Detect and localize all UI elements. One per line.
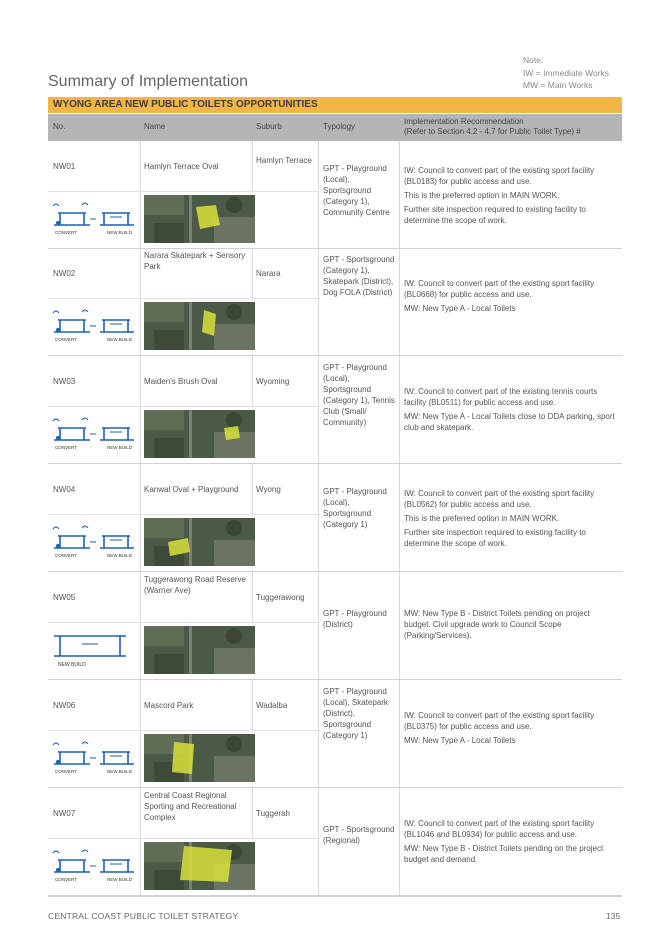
- column-divider: [252, 464, 253, 514]
- recommendation-line: IW: Council to convert part of the existing sport facility (BL0668) for public access and use.: [404, 279, 595, 299]
- row-number: NW07: [53, 809, 76, 818]
- toilet-convert-icon: [52, 414, 138, 456]
- column-divider: [399, 356, 400, 463]
- row-suburb: Wyong: [256, 485, 281, 494]
- recommendation-line: MW: New Type A - Local Toilets close to DDA parking, sport club and skatepark.: [404, 412, 615, 432]
- note: [523, 54, 609, 92]
- row-suburb: Tuggerawong: [256, 593, 305, 602]
- svg-text:NEW BUILD: NEW BUILD: [107, 877, 133, 882]
- table-row: [48, 464, 622, 572]
- row-typology: GPT - Sportsground (Regional): [323, 825, 395, 845]
- recommendation-line: Further site inspection required to existing facility to determine the scope of work.: [404, 528, 586, 548]
- column-divider: [252, 788, 253, 838]
- note-line: Note:: [523, 55, 544, 65]
- row-divider: [48, 514, 318, 515]
- column-divider: [252, 356, 253, 406]
- row-divider: [48, 838, 318, 839]
- row-recommendation: [404, 488, 616, 552]
- header-recommendation: [404, 117, 581, 137]
- svg-text:CONVERT: CONVERT: [55, 877, 77, 882]
- column-divider: [399, 788, 400, 895]
- svg-text:CONVERT: CONVERT: [55, 230, 77, 235]
- note-line: IW = Immediate Works: [523, 67, 610, 78]
- header-rec-line: Implementation Recommendation: [404, 117, 524, 126]
- toilet-convert-icon: [52, 306, 138, 348]
- site-aerial-photo: [144, 734, 255, 782]
- svg-text:NEW BUILD: NEW BUILD: [107, 230, 133, 235]
- column-divider: [318, 464, 319, 571]
- row-typology: GPT - Playground (Local), Sportsground (Category 1), Tennis Club (Small/ Community): [323, 363, 395, 427]
- row-recommendation: [404, 386, 616, 436]
- row-name: Kanwal Oval + Playground: [144, 485, 239, 494]
- svg-text:NEW BUILD: NEW BUILD: [107, 553, 133, 558]
- row-name: Narara Skatepark + Sensory Park: [144, 251, 246, 271]
- row-divider: [48, 191, 318, 192]
- new-build-icon: [52, 630, 138, 672]
- column-divider: [252, 248, 253, 298]
- row-number: NW03: [53, 377, 76, 386]
- header-suburb: Suburb: [256, 122, 282, 131]
- section-banner: WYONG AREA NEW PUBLIC TOILETS OPPORTUNITIES: [48, 97, 622, 113]
- table-row: [48, 141, 622, 249]
- svg-text:NEW BUILD: NEW BUILD: [107, 337, 133, 342]
- header-typology: Typology: [323, 122, 356, 131]
- table-row: [48, 356, 622, 464]
- row-number: NW06: [53, 701, 76, 710]
- row-recommendation: [404, 608, 616, 644]
- column-divider: [140, 356, 141, 463]
- header-rec-line: (Refer to Section 4.2 - 4.7 for Public Toilet Type) #: [404, 127, 581, 136]
- row-number: NW04: [53, 485, 76, 494]
- row-name: Maiden's Brush Oval: [144, 377, 218, 386]
- recommendation-line: MW: New Type B - District Toilets pending on project budget. Civil upgrade work to Council Scope (Parking/Services).: [404, 609, 590, 640]
- row-typology: GPT - Sportsground (Category 1), Skatepark (District), Dog FOLA (District): [323, 255, 395, 297]
- page-number: 135: [606, 911, 621, 921]
- column-divider: [399, 464, 400, 571]
- svg-text:NEW BUILD: NEW BUILD: [58, 662, 86, 668]
- column-divider: [399, 680, 400, 787]
- table-header: [48, 114, 622, 141]
- site-aerial-photo: [144, 518, 255, 566]
- toilet-convert-icon: [52, 846, 138, 888]
- column-divider: [140, 141, 141, 248]
- row-recommendation: [404, 710, 616, 749]
- row-name: Tuggerawong Road Reserve (Warner Ave): [144, 575, 246, 595]
- svg-text:CONVERT: CONVERT: [55, 337, 77, 342]
- page-title: Summary of Implementation: [48, 73, 249, 90]
- column-divider: [318, 141, 319, 248]
- row-typology: GPT - Playground (Local), Sportsground (Category 1): [323, 487, 387, 529]
- row-recommendation: [404, 278, 616, 317]
- column-divider: [399, 572, 400, 679]
- svg-text:NEW BUILD: NEW BUILD: [107, 445, 133, 450]
- header-name: Name: [144, 122, 166, 131]
- row-suburb: Tuggerah: [256, 809, 290, 818]
- row-number: NW05: [53, 593, 76, 602]
- table-row: [48, 572, 622, 680]
- column-divider: [252, 680, 253, 730]
- column-divider: [140, 572, 141, 679]
- site-aerial-photo: [144, 626, 255, 674]
- column-divider: [252, 141, 253, 191]
- row-recommendation: [404, 818, 616, 868]
- row-suburb: Hamlyn Terrace: [256, 156, 312, 165]
- column-divider: [140, 680, 141, 787]
- table-row: [48, 248, 622, 356]
- row-suburb: Wadalba: [256, 701, 288, 710]
- recommendation-line: This is the preferred option in MAIN WORK.: [404, 514, 560, 523]
- recommendation-line: MW: New Type B - District Toilets pending on the project budget and demand.: [404, 844, 604, 864]
- toilet-convert-icon: [52, 522, 138, 564]
- toilet-convert-icon: [52, 199, 138, 241]
- column-divider: [140, 248, 141, 355]
- recommendation-line: IW: Council to convert part of the existing sport facility (BL0183) for public access and use.: [404, 166, 595, 186]
- row-typology: GPT - Playground (Local), Skatepark (District), Sportsground (Category 1): [323, 687, 388, 740]
- table-row: [48, 788, 622, 896]
- row-suburb: Wyoming: [256, 377, 290, 386]
- row-number: NW01: [53, 162, 76, 171]
- row-divider: [48, 622, 318, 623]
- column-divider: [318, 248, 319, 355]
- recommendation-line: IW: Council to convert part of the existing sport facility (BL1046 and BL0934) for public access and use.: [404, 819, 595, 839]
- row-name: Hamlyn Terrace Oval: [144, 162, 219, 171]
- row-name: Mascord Park: [144, 701, 194, 710]
- recommendation-line: MW: New Type A - Local Toilets: [404, 304, 516, 313]
- site-aerial-photo: [144, 302, 255, 350]
- svg-text:CONVERT: CONVERT: [55, 445, 77, 450]
- recommendation-line: IW: Council to convert part of the existing sport facility (BL0375) for public access and use.: [404, 711, 595, 731]
- recommendation-line: This is the preferred option in MAIN WORK.: [404, 191, 560, 200]
- row-recommendation: [404, 165, 616, 229]
- svg-text:NEW BUILD: NEW BUILD: [107, 769, 133, 774]
- note-line: MW = Main Works: [523, 80, 593, 90]
- svg-text:CONVERT: CONVERT: [55, 769, 77, 774]
- recommendation-line: IW: Council to convert part of the existing tennis courts facility (BL0511) for public access and use.: [404, 387, 598, 407]
- row-divider: [48, 730, 318, 731]
- column-divider: [318, 788, 319, 895]
- row-typology: GPT - Playground (District): [323, 609, 387, 629]
- header-no: No.: [53, 122, 66, 131]
- row-suburb: Narara: [256, 269, 281, 278]
- svg-text:CONVERT: CONVERT: [55, 553, 77, 558]
- row-name: Central Coast Regional Sporting and Recreational Complex: [144, 791, 237, 822]
- footer-title: CENTRAL COAST PUBLIC TOILET STRATEGY: [48, 911, 239, 921]
- column-divider: [252, 572, 253, 622]
- row-divider: [48, 406, 318, 407]
- site-aerial-photo: [144, 410, 255, 458]
- column-divider: [140, 464, 141, 571]
- site-aerial-photo: [144, 195, 255, 243]
- row-divider: [48, 298, 318, 299]
- column-divider: [318, 680, 319, 787]
- recommendation-line: MW: New Type A - Local Toilets: [404, 736, 516, 745]
- column-divider: [399, 248, 400, 355]
- column-divider: [318, 572, 319, 679]
- column-divider: [318, 356, 319, 463]
- toilet-convert-icon: [52, 738, 138, 780]
- recommendation-line: Further site inspection required to existing facility to determine the scope of work.: [404, 205, 586, 225]
- site-aerial-photo: [144, 842, 255, 890]
- footer-divider: [48, 896, 622, 897]
- row-typology: GPT - Playground (Local), Sportsground (Category 1), Community Centre: [323, 164, 390, 217]
- row-number: NW02: [53, 269, 76, 278]
- column-divider: [140, 788, 141, 895]
- column-divider: [399, 141, 400, 248]
- table-row: [48, 680, 622, 788]
- recommendation-line: IW: Council to convert part of the existing sport facility (BL0562) for public access and use.: [404, 489, 595, 509]
